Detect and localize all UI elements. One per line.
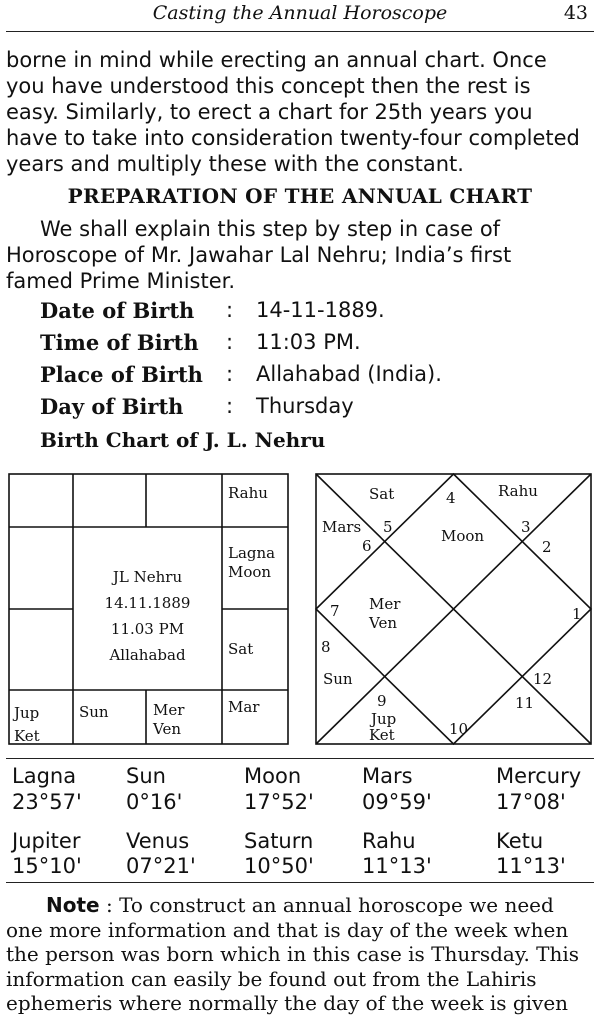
planet-name: Ketu	[496, 829, 544, 853]
planet-name: Sun	[126, 764, 166, 788]
table-rule	[6, 758, 594, 759]
house-number-9: 9	[377, 692, 387, 710]
planet-degree: 11°13'	[496, 854, 566, 878]
text-line: years and multiply these with the constant.	[6, 152, 464, 176]
planet-degree: 17°08'	[496, 790, 566, 814]
cell-lagna: Lagna	[228, 544, 276, 562]
cell-mer: Mer	[153, 701, 185, 719]
detail-label: Time of Birth	[40, 330, 199, 355]
detail-colon: :	[226, 330, 234, 354]
planet-name: Rahu	[362, 829, 416, 853]
detail-label: Place of Birth	[40, 362, 203, 387]
house-number-8: 8	[321, 638, 331, 656]
planet-degree: 07°21'	[126, 854, 196, 878]
planet-name: Jupiter	[12, 829, 81, 853]
house-mars: Mars	[322, 518, 362, 536]
house-ven: Ven	[369, 614, 397, 632]
planet-name: Saturn	[244, 829, 314, 853]
native-place: Allahabad	[109, 646, 186, 664]
house-mer: Mer	[369, 595, 401, 613]
cell-rahu: Rahu	[228, 484, 268, 502]
table-rule	[6, 882, 594, 883]
chart-title: Birth Chart of J. L. Nehru	[40, 428, 326, 452]
text-line: easy. Similarly, to erect a chart for 25th years you	[6, 100, 533, 124]
detail-value: 14-11-1889.	[256, 298, 385, 322]
planet-name: Lagna	[12, 764, 77, 788]
text-line: We shall explain this step by step in case of	[40, 217, 501, 241]
planet-name: Venus	[126, 829, 190, 853]
text-line: you have understood this concept then the rest is	[6, 74, 531, 98]
cell-moon: Moon	[228, 563, 272, 581]
house-ket: Ket	[369, 726, 395, 744]
house-number-1: 1	[572, 605, 582, 623]
cell-ket: Ket	[14, 727, 40, 745]
planet-name: Mercury	[496, 764, 582, 788]
text-line: famed Prime Minister.	[6, 269, 236, 293]
house-jup: Jup	[371, 710, 397, 728]
planet-degree: 0°16'	[126, 790, 183, 814]
house-number-12: 12	[533, 670, 553, 688]
house-sat: Sat	[369, 485, 395, 503]
text-line: have to take into consideration twenty-four completed	[6, 126, 580, 150]
planet-degree: 09°59'	[362, 790, 432, 814]
house-moon: Moon	[441, 527, 485, 545]
note-label: Note	[46, 893, 100, 917]
note-paragraph	[6, 893, 596, 1016]
detail-colon: :	[226, 362, 234, 386]
native-name: JL Nehru	[112, 568, 183, 586]
cell-mar: Mar	[228, 698, 260, 716]
house-number-3: 3	[521, 518, 531, 536]
cell-ven: Ven	[153, 720, 181, 738]
planet-degree: 10°50'	[244, 854, 314, 878]
house-sun: Sun	[323, 670, 353, 688]
house-number-11: 11	[515, 694, 535, 712]
native-date: 14.11.1889	[104, 594, 191, 612]
planet-name: Moon	[244, 764, 302, 788]
detail-label: Date of Birth	[40, 298, 195, 323]
page-number: 43	[563, 2, 588, 24]
text-line: borne in mind while erecting an annual chart. Once	[6, 48, 547, 72]
cell-sun: Sun	[79, 703, 109, 721]
detail-label: Day of Birth	[40, 394, 184, 419]
planet-name: Mars	[362, 764, 413, 788]
cell-jup: Jup	[14, 704, 40, 722]
text-line: Horoscope of Mr. Jawahar Lal Nehru; India’s first	[6, 243, 512, 267]
detail-colon: :	[226, 394, 234, 418]
note-text: : To construct an annual horoscope we need one more information and that is day of the week when the person was born which in this case is Thursday. This information can easily be found out from the Lahiris ephemeris where normally the day of the week is given	[6, 893, 580, 1015]
detail-value: 11:03 PM.	[256, 330, 361, 354]
house-number-7: 7	[330, 602, 340, 620]
planet-degree: 11°13'	[362, 854, 432, 878]
planet-degree: 23°57'	[12, 790, 82, 814]
house-rahu: Rahu	[498, 482, 538, 500]
detail-value: Allahabad (India).	[256, 362, 442, 386]
house-number-6: 6	[362, 537, 372, 555]
running-head: Casting the Annual Horoscope	[152, 2, 448, 24]
section-heading: PREPARATION OF THE ANNUAL CHART	[67, 184, 533, 208]
cell-sat: Sat	[228, 640, 254, 658]
native-time: 11.03 PM	[110, 620, 185, 638]
house-number-4: 4	[446, 489, 456, 507]
planet-degree: 15°10'	[12, 854, 82, 878]
planet-degree: 17°52'	[244, 790, 314, 814]
detail-value: Thursday	[256, 394, 354, 418]
house-number-2: 2	[542, 538, 552, 556]
house-number-5: 5	[383, 518, 393, 536]
house-number-10: 10	[449, 720, 469, 738]
detail-colon: :	[226, 298, 234, 322]
